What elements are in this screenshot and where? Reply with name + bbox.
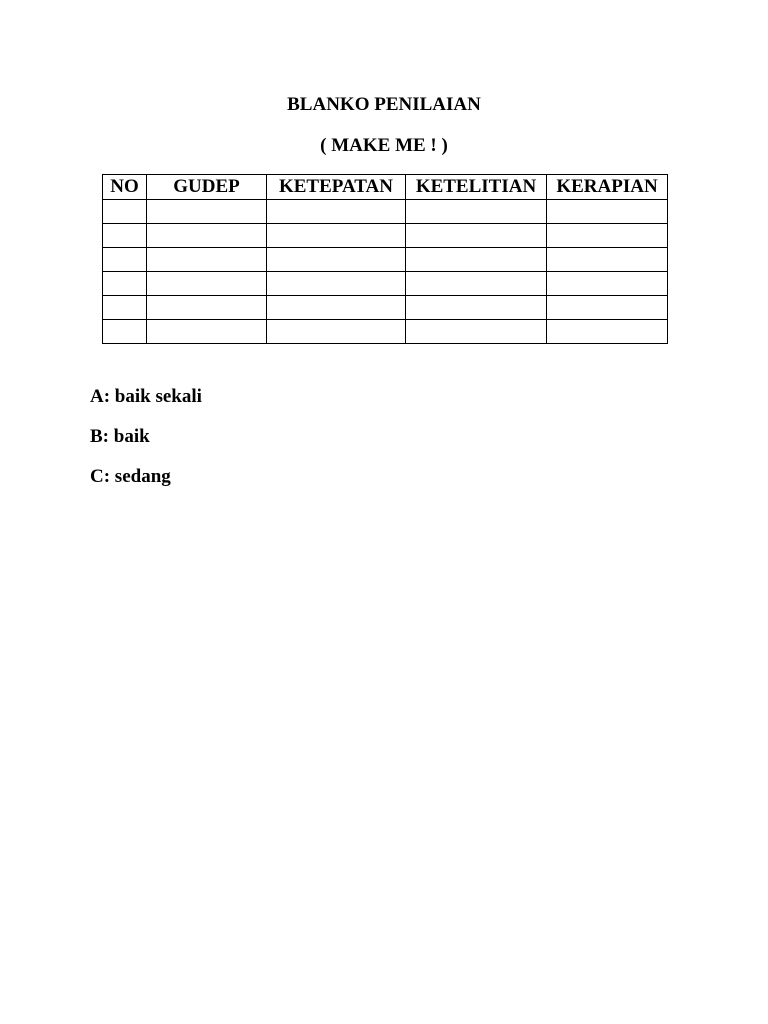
table-cell: [103, 320, 147, 344]
table-cell: [147, 320, 267, 344]
table-cell: [547, 296, 668, 320]
table-cell: [406, 296, 547, 320]
table-row: [103, 272, 668, 296]
table-cell: [406, 224, 547, 248]
table-cell: [406, 200, 547, 224]
page-title: BLANKO PENILAIAN: [287, 94, 481, 115]
legend-item-a: A: baik sekali: [90, 386, 202, 407]
table-body: [103, 200, 668, 344]
column-header-no: NO: [103, 175, 147, 200]
table-cell: [147, 200, 267, 224]
column-header-ketepatan: KETEPATAN: [267, 175, 406, 200]
table-cell: [147, 224, 267, 248]
table-cell: [547, 248, 668, 272]
table-cell: [267, 296, 406, 320]
table-cell: [103, 248, 147, 272]
table-row: [103, 200, 668, 224]
table-cell: [547, 224, 668, 248]
table-cell: [147, 248, 267, 272]
table-cell: [103, 224, 147, 248]
table-cell: [147, 296, 267, 320]
table-cell: [267, 224, 406, 248]
table-cell: [103, 296, 147, 320]
table-header-row: [103, 175, 668, 200]
table-cell: [406, 248, 547, 272]
legend-item-c: C: sedang: [90, 466, 171, 487]
table-row: [103, 248, 668, 272]
table-cell: [267, 200, 406, 224]
table-cell: [406, 320, 547, 344]
legend-item-b: B: baik: [90, 426, 150, 447]
table-cell: [547, 272, 668, 296]
table-cell: [267, 248, 406, 272]
page-subtitle: ( MAKE ME ! ): [320, 135, 448, 156]
grading-legend: [90, 386, 202, 506]
table-cell: [103, 200, 147, 224]
table-row: [103, 296, 668, 320]
column-header-gudep: GUDEP: [147, 175, 267, 200]
table-cell: [103, 272, 147, 296]
table-row: [103, 320, 668, 344]
table-row: [103, 224, 668, 248]
column-header-kerapian: KERAPIAN: [547, 175, 668, 200]
column-header-ketelitian: KETELITIAN: [406, 175, 547, 200]
table-cell: [406, 272, 547, 296]
table-cell: [147, 272, 267, 296]
table-cell: [267, 320, 406, 344]
table-cell: [267, 272, 406, 296]
table-cell: [547, 200, 668, 224]
assessment-table: [102, 174, 668, 344]
table-cell: [547, 320, 668, 344]
